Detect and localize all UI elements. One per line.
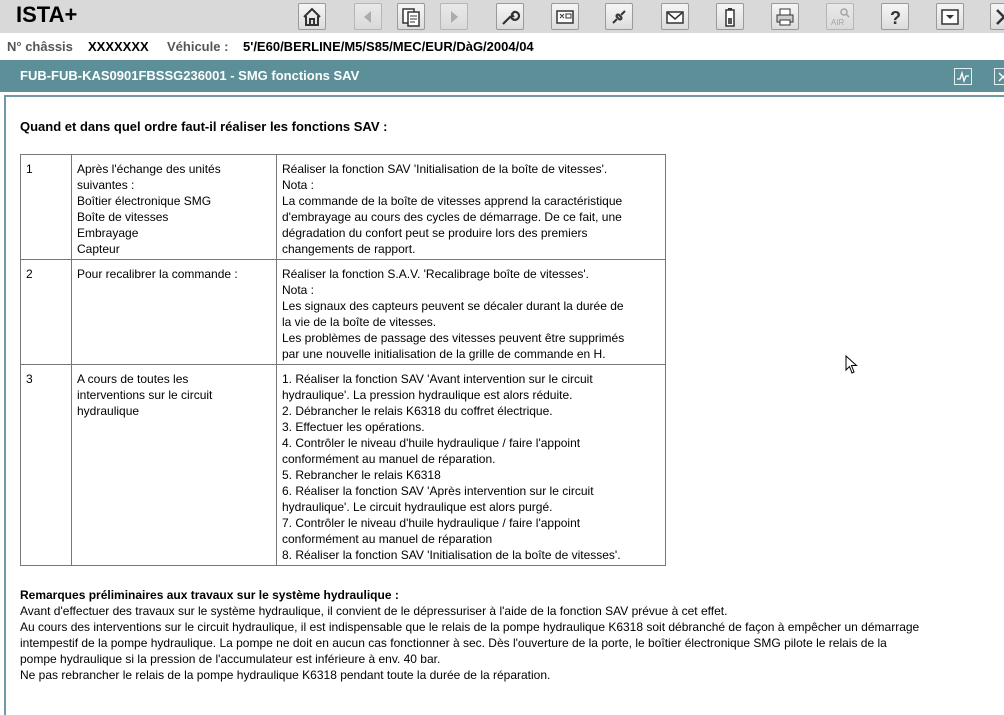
module-button[interactable]	[551, 3, 579, 30]
help-icon	[884, 6, 906, 28]
document-content	[4, 95, 1004, 715]
chassis-value: XXXXXXX	[88, 39, 149, 54]
remarks-line: pompe hydraulique si la pression de l'accumulateur est inférieure à env. 40 bar.	[20, 652, 441, 666]
step-number: 2	[21, 260, 72, 365]
condition-line: Boîte de vitesses	[77, 210, 169, 224]
action-line: Les problèmes de passage des vitesses peuvent être supprimés	[282, 331, 625, 345]
forward-button[interactable]	[440, 3, 468, 30]
action-line: 8. Réaliser la fonction SAV 'Initialisation de la boîte de vitesses'.	[282, 548, 621, 562]
condition-line: Après l'échange des unités	[77, 162, 221, 176]
remarks-title: Remarques préliminaires aux travaux sur le système hydraulique :	[20, 588, 399, 602]
step-number: 3	[21, 365, 72, 566]
action-line: Nota :	[282, 283, 315, 297]
condition-line: Pour recalibrer la commande :	[77, 267, 238, 281]
remarks-line: intempestif de la pompe hydraulique. La pompe ne doit en aucun cas fonctionner à sec. Dès l'ouverture de la porte, le boîtier électronique SMG pilote le relais de la	[20, 636, 887, 650]
step-number: 1	[21, 155, 72, 260]
condition-line: suivantes :	[77, 178, 135, 192]
home-icon	[301, 6, 323, 28]
condition-cell	[72, 155, 277, 260]
documents-button[interactable]	[397, 3, 425, 30]
condition-line: Capteur	[77, 242, 120, 256]
remarks-line: Avant d'effectuer des travaux sur le système hydraulique, il convient de le dépressuriser à l'aide de la fonction SAV prévue à cet effet.	[20, 604, 728, 618]
action-line: la vie de la boîte de vitesses.	[282, 315, 437, 329]
action-line: hydraulique'. Le circuit hydraulique est alors purgé.	[282, 500, 553, 514]
action-line: Réaliser la fonction S.A.V. 'Recalibrage boîte de vitesses'.	[282, 267, 589, 281]
mouse-cursor-icon	[845, 355, 859, 375]
action-line: La commande de la boîte de vitesses apprend la caractéristique	[282, 194, 623, 208]
messages-button[interactable]	[661, 3, 689, 30]
document-title: FUB-FUB-KAS0901FBSSG236001 - SMG fonctions SAV	[20, 68, 360, 83]
battery-button[interactable]	[716, 3, 744, 30]
condition-line: Embrayage	[77, 226, 139, 240]
action-line: d'embrayage au cours des cycles de démarrage. De ce fait, une	[282, 210, 622, 224]
action-line: 7. Contrôler le niveau d'huile hydraulique / faire l'appoint	[282, 516, 581, 530]
air-icon	[829, 6, 851, 28]
action-line: 5. Rebrancher le relais K6318	[282, 468, 441, 482]
back-arrow-icon	[357, 6, 379, 28]
chassis-label: N° châssis	[7, 39, 73, 54]
action-line: 1. Réaliser la fonction SAV 'Avant intervention sur le circuit	[282, 372, 593, 386]
svg-text:AIR: AIR	[831, 17, 845, 27]
remarks-line: Au cours des interventions sur le circuit hydraulique, il est indispensable que le relais de la pompe hydraulique K6318 soit débranché de façon à empêcher un démarrage	[20, 620, 920, 634]
action-line: 6. Réaliser la fonction SAV 'Après intervention sur le circuit	[282, 484, 594, 498]
remarks-line: Ne pas rebrancher le relais de la pompe hydraulique K6318 pendant toute la durée de la réparation.	[20, 668, 551, 682]
printer-icon	[774, 6, 796, 28]
panel-toggle-button[interactable]	[936, 3, 964, 30]
signal-button[interactable]	[954, 68, 972, 85]
sav-table	[20, 154, 666, 566]
forward-arrow-icon	[443, 6, 465, 28]
action-line: par une nouvelle initialisation de la grille de commande en H.	[282, 347, 606, 361]
dropdown-panel-icon	[939, 6, 961, 28]
action-cell	[277, 365, 666, 566]
condition-line: hydraulique	[77, 404, 140, 418]
documents-icon	[400, 6, 422, 28]
close-icon	[997, 71, 1004, 83]
connector-icon	[608, 6, 630, 28]
module-icon	[554, 6, 576, 28]
document-heading: Quand et dans quel ordre faut-il réaliser les fonctions SAV :	[20, 119, 388, 134]
action-cell	[277, 155, 666, 260]
table-row	[21, 365, 666, 566]
action-line: conformément au manuel de réparation	[282, 532, 493, 546]
remarks-text	[20, 603, 1004, 683]
air-button[interactable]	[826, 3, 854, 30]
action-line: Nota :	[282, 178, 315, 192]
action-cell	[277, 260, 666, 365]
wrench-icon	[499, 6, 521, 28]
condition-line: A cours de toutes les	[77, 372, 189, 386]
battery-icon	[719, 6, 741, 28]
remarks-section	[20, 587, 1004, 683]
action-line: 4. Contrôler le niveau d'huile hydraulique / faire l'appoint	[282, 436, 581, 450]
condition-cell	[72, 260, 277, 365]
connection-button[interactable]	[605, 3, 633, 30]
app-title: ISTA+	[16, 2, 78, 27]
home-button[interactable]	[298, 3, 326, 30]
action-line: Les signaux des capteurs peuvent se décaler durant la durée de	[282, 299, 624, 313]
mail-icon	[664, 6, 686, 28]
action-line: dégradation du confort peut se produire lors des premiers	[282, 226, 588, 240]
vehicle-info-bar	[0, 33, 1004, 59]
waveform-icon	[956, 71, 970, 83]
table-row	[21, 155, 666, 260]
service-functions-button[interactable]	[496, 3, 524, 30]
back-button[interactable]	[354, 3, 382, 30]
vehicle-label: Véhicule :	[167, 39, 229, 54]
svg-text:?: ?	[890, 7, 901, 28]
table-row	[21, 260, 666, 365]
condition-line: Boîtier électronique SMG	[77, 194, 212, 208]
toolbar	[0, 0, 1004, 33]
action-line: conformément au manuel de réparation.	[282, 452, 496, 466]
print-button[interactable]	[771, 3, 799, 30]
document-title-bar	[0, 60, 1004, 92]
condition-cell	[72, 365, 277, 566]
vehicle-value: 5'/E60/BERLINE/M5/S85/MEC/EUR/DàG/2004/04	[243, 39, 534, 54]
document-close-button[interactable]	[994, 68, 1004, 85]
condition-line: interventions sur le circuit	[77, 388, 213, 402]
action-line: 2. Débrancher le relais K6318 du coffret électrique.	[282, 404, 553, 418]
action-line: 3. Effectuer les opérations.	[282, 420, 425, 434]
action-line: hydraulique'. La pression hydraulique est alors réduite.	[282, 388, 573, 402]
action-line: Réaliser la fonction SAV 'Initialisation de la boîte de vitesses'.	[282, 162, 608, 176]
action-line: changements de rapport.	[282, 242, 416, 256]
close-icon	[993, 6, 1004, 28]
close-button[interactable]	[990, 3, 1004, 30]
help-button[interactable]	[881, 3, 909, 30]
